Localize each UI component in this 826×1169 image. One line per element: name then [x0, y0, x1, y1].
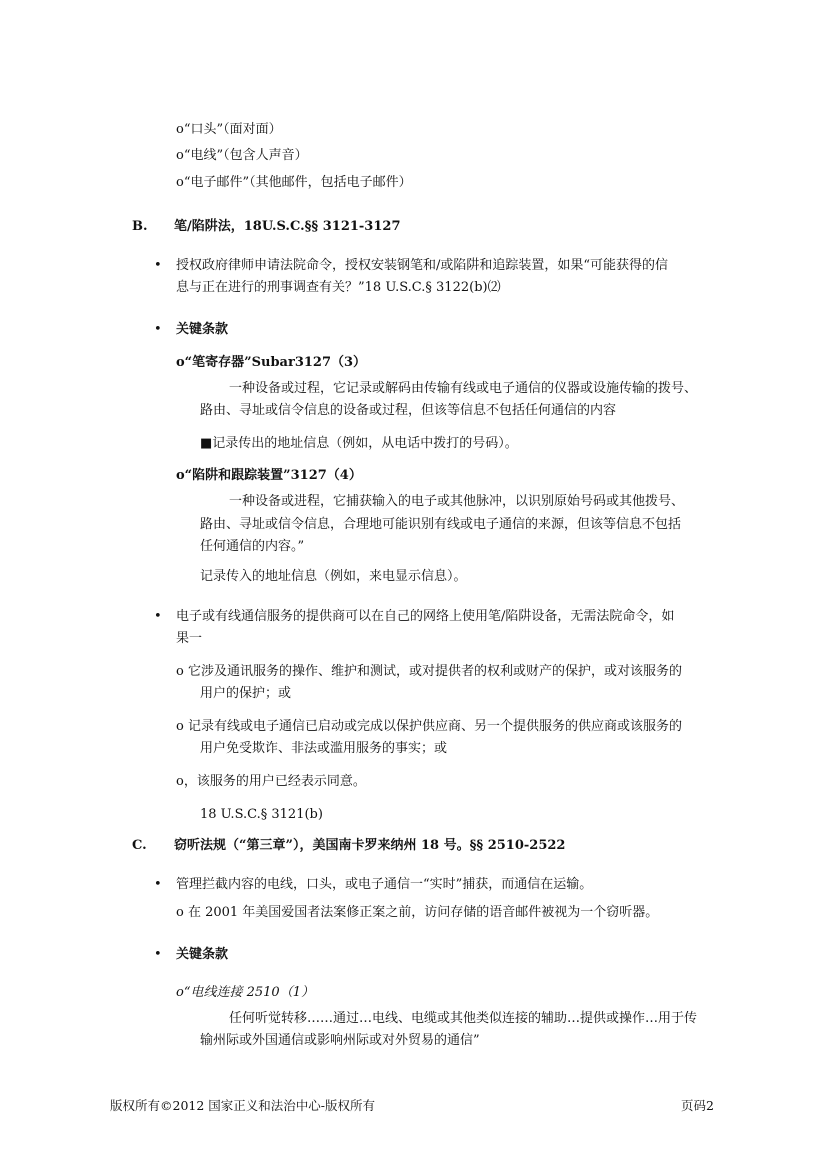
- wire-communication-heading: o“电线连接 2510（1）: [176, 985, 314, 1000]
- section-b-bullet2-line2: 果一: [176, 631, 203, 646]
- section-b-letter: B.: [132, 219, 148, 234]
- trap-trace-def-line3: 任何通信的内容。”: [200, 539, 305, 554]
- section-b-bullet1-line1: 授权政府律师申请法院命令，授权安装钢笔和/或陷阱和追踪装置，如果“可能获得的信: [176, 258, 669, 273]
- pen-register-def-line2: 路由、寻址或信令信息的设备或过程，但该等信息不包括任何通信的内容: [200, 403, 617, 418]
- pen-register-note: ■记录传出的地址信息（例如，从电话中拨打的号码）。: [200, 436, 518, 451]
- trap-trace-def-line2: 路由、寻址或信令信息，合理地可能识别有线或电子通信的来源，但该等信息不包括: [200, 517, 682, 532]
- condition2-line2: 用户免受欺诈、非法或滥用服务的事实；或: [200, 741, 448, 756]
- top-sub-item-email: o“电子邮件”（其他邮件，包括电子邮件）: [176, 175, 412, 190]
- trap-trace-heading: o“陷阱和跟踪装置”3127（4）: [176, 468, 362, 483]
- condition2-line1: o 记录有线或电子通信已启动或完成以保护供应商、另一个提供服务的供应商或该服务的: [176, 719, 682, 734]
- bullet-icon: •: [154, 322, 162, 337]
- section-c-bullet1: 管理拦截内容的电线，口头，或电子通信一“实时”捕获，而通信在运输。: [176, 877, 593, 892]
- section-b-citation: 18 U.S.C.§ 3121(b): [200, 807, 323, 822]
- section-b-title: 笔/陷阱法，18U.S.C.§§ 3121-3127: [174, 219, 401, 234]
- bullet-icon: •: [154, 258, 162, 273]
- footer-page-number: 页码2: [681, 1098, 714, 1113]
- section-b-bullet1-line2: 息与正在进行的刑事调查有关？”18 U.S.C.§ 3122(b)⑵: [176, 280, 501, 295]
- pen-register-heading: o“笔寄存器”Subar3127（3）: [176, 355, 367, 370]
- trap-trace-def-line1: 一种设备或进程，它捕获输入的电子或其他脉冲，以识别原始号码或其他拨号、: [229, 494, 685, 509]
- wire-communication-def-line1: 任何听觉转移……通过…电线、电缆或其他类似连接的辅助…提供或操作…用于传: [229, 1011, 698, 1026]
- bullet-icon: •: [154, 947, 162, 962]
- section-c-sub1: o 在 2001 年美国爱国者法案修正案之前，访问存储的语音邮件被视为一个窃听器。: [176, 905, 659, 920]
- section-c-letter: C.: [132, 838, 147, 853]
- top-sub-item-oral: o“口头”（面对面）: [176, 122, 282, 137]
- condition1-line2: 用户的保护；或: [200, 686, 292, 701]
- section-c-key-heading: 关键条款: [176, 947, 229, 962]
- section-c-title: 窃听法规（“第三章”），美国南卡罗来纳州 18 号。§§ 2510-2522: [174, 838, 566, 853]
- top-sub-item-wire: o“电线”（包含人声音）: [176, 148, 308, 163]
- wire-communication-def-line2: 输州际或外国通信或影响州际或对外贸易的通信”: [200, 1033, 480, 1048]
- bullet-icon: •: [154, 877, 162, 892]
- condition3: o，该服务的用户已经表示同意。: [176, 774, 366, 789]
- bullet-icon: •: [154, 609, 162, 624]
- condition1-line1: o 它涉及通讯服务的操作、维护和测试，或对提供者的权利或财产的保护，或对该服务的: [176, 664, 682, 679]
- trap-trace-note: 记录传入的地址信息（例如，来电显示信息）。: [200, 569, 467, 584]
- section-b-bullet2-line1: 电子或有线通信服务的提供商可以在自己的网络上使用笔/陷阱设备，无需法院命令，如: [176, 609, 675, 624]
- section-b-key-heading: 关键条款: [176, 322, 229, 337]
- footer-copyright: 版权所有©2012 国家正义和法治中心-版权所有: [110, 1098, 376, 1113]
- pen-register-def-line1: 一种设备或过程，它记录或解码由传输有线或电子通信的仪器或设施传输的拨号、: [229, 381, 698, 396]
